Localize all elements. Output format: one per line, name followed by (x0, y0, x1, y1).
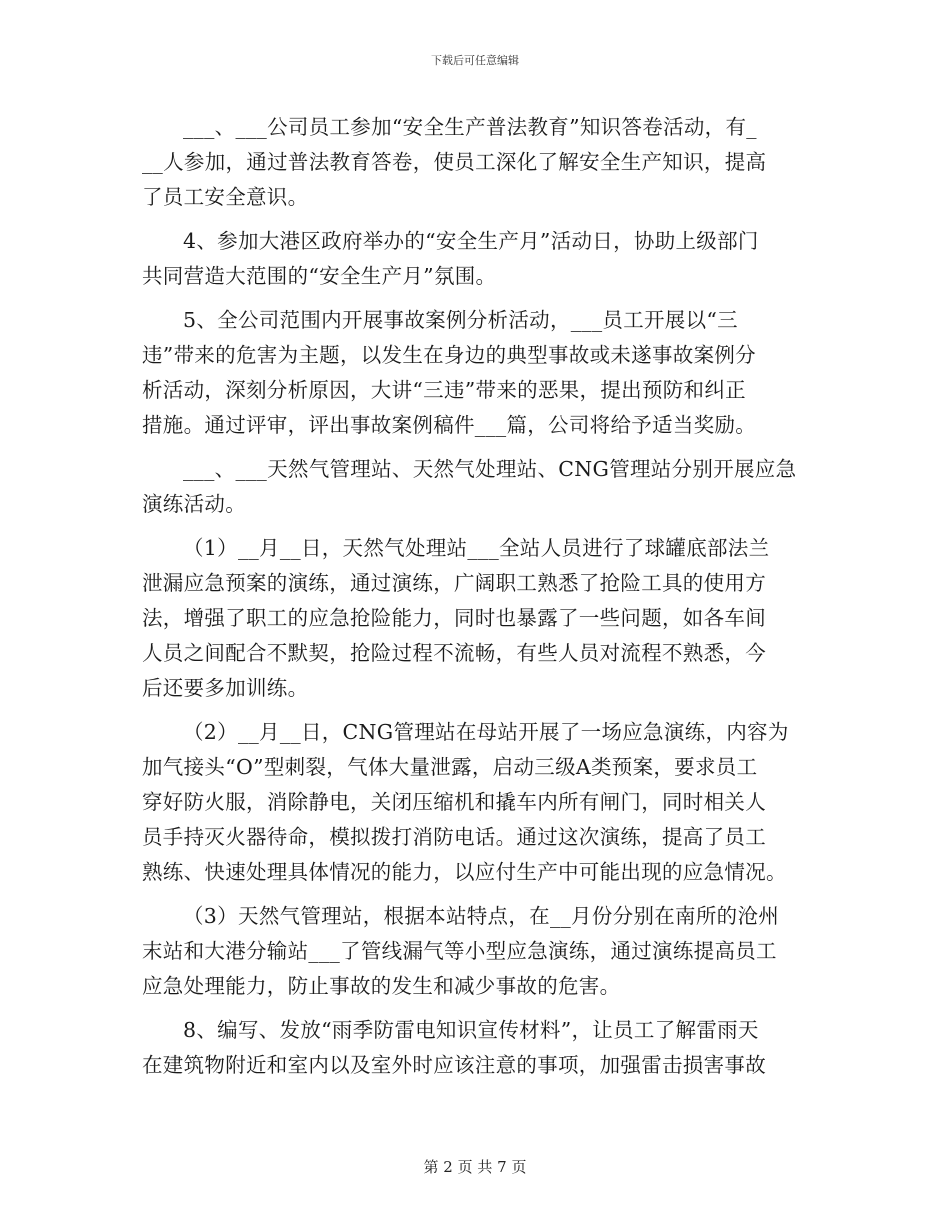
text-line: 5、全公司范围内开展事故案例分析活动，___员工开展以“三 (183, 308, 738, 332)
paragraph (142, 452, 812, 522)
text-line: （1）__月__日，天然气处理站___全站人员进行了球罐底部法兰 (183, 536, 770, 560)
page-header: 下载后可任意编辑 (431, 54, 519, 67)
text-line: 演练活动。 (142, 492, 246, 516)
document-body (142, 110, 812, 1083)
text-line: 8、编写、发放“雨季防雷电知识宣传材料”，让员工了解雷雨天 (183, 1018, 759, 1042)
text-line: 泄漏应急预案的演练，通过演练，广阔职工熟悉了抢险工具的使用方 (142, 571, 766, 595)
paragraph (142, 531, 812, 706)
text-line: __人参加，通过普法教育答卷，使员工深化了解安全生产知识，提高 (142, 150, 767, 174)
text-line: 人员之间配合不默契，抢险过程不流畅，有些人员对流程不熟悉，今 (142, 641, 766, 665)
text-line: 加气接头“O”型刺裂，气体大量泄露，启动三级A类预案，要求员工 (142, 755, 758, 779)
paragraph (142, 110, 812, 215)
text-line: 末站和大港分输站___了管线漏气等小型应急演练，通过演练提高员工 (142, 939, 777, 963)
text-line: 4、参加大港区政府举办的“安全生产月”活动日，协助上级部门 (183, 229, 759, 253)
page-number: 第 2 页 共 7 页 (423, 1158, 527, 1176)
text-line: 共同营造大范围的“安全生产月”氛围。 (142, 264, 497, 288)
text-line: 了员工安全意识。 (142, 185, 309, 209)
text-line: 穿好防火服，消除静电，关闭压缩机和撬车内所有闸门，同时相关人 (142, 790, 766, 814)
text-line: 违”带来的危害为主题，以发生在身边的典型事故或未遂事故案例分 (142, 343, 756, 367)
text-line: ___、___天然气管理站、天然气处理站、CNG管理站分别开展应急 (183, 457, 797, 481)
paragraph (142, 715, 812, 890)
text-line: （3）天然气管理站，根据本站特点，在__月份分别在南所的沧州 (183, 904, 780, 928)
paragraph (142, 303, 812, 443)
text-line: 在建筑物附近和室内以及室外时应该注意的事项，加强雷击损害事故 (142, 1053, 766, 1077)
text-line: 后还要多加训练。 (142, 676, 309, 700)
text-line: （2）__月__日，CNG管理站在母站开展了一场应急演练，内容为 (183, 720, 789, 744)
text-line: 员手持灭火器待命，模拟拨打消防电话。通过这次演练，提高了员工 (142, 825, 766, 849)
text-line: 措施。通过评审，评出事故案例稿件___篇，公司将给予适当奖励。 (142, 413, 757, 437)
text-line: 应急处理能力，防止事故的发生和减少事故的危害。 (142, 974, 621, 998)
text-line: 析活动，深刻分析原因，大讲“三违”带来的恶果，提出预防和纠正 (142, 378, 746, 402)
text-line: ___、___公司员工参加“安全生产普法教育”知识答卷活动，有_ (183, 115, 757, 139)
paragraph (142, 899, 812, 1004)
text-line: 熟练、快速处理具体情况的能力，以应付生产中可能出现的应急情况。 (142, 860, 787, 884)
paragraph (142, 224, 812, 294)
paragraph (142, 1013, 812, 1083)
text-line: 法，增强了职工的应急抢险能力，同时也暴露了一些问题，如各车间 (142, 606, 766, 630)
